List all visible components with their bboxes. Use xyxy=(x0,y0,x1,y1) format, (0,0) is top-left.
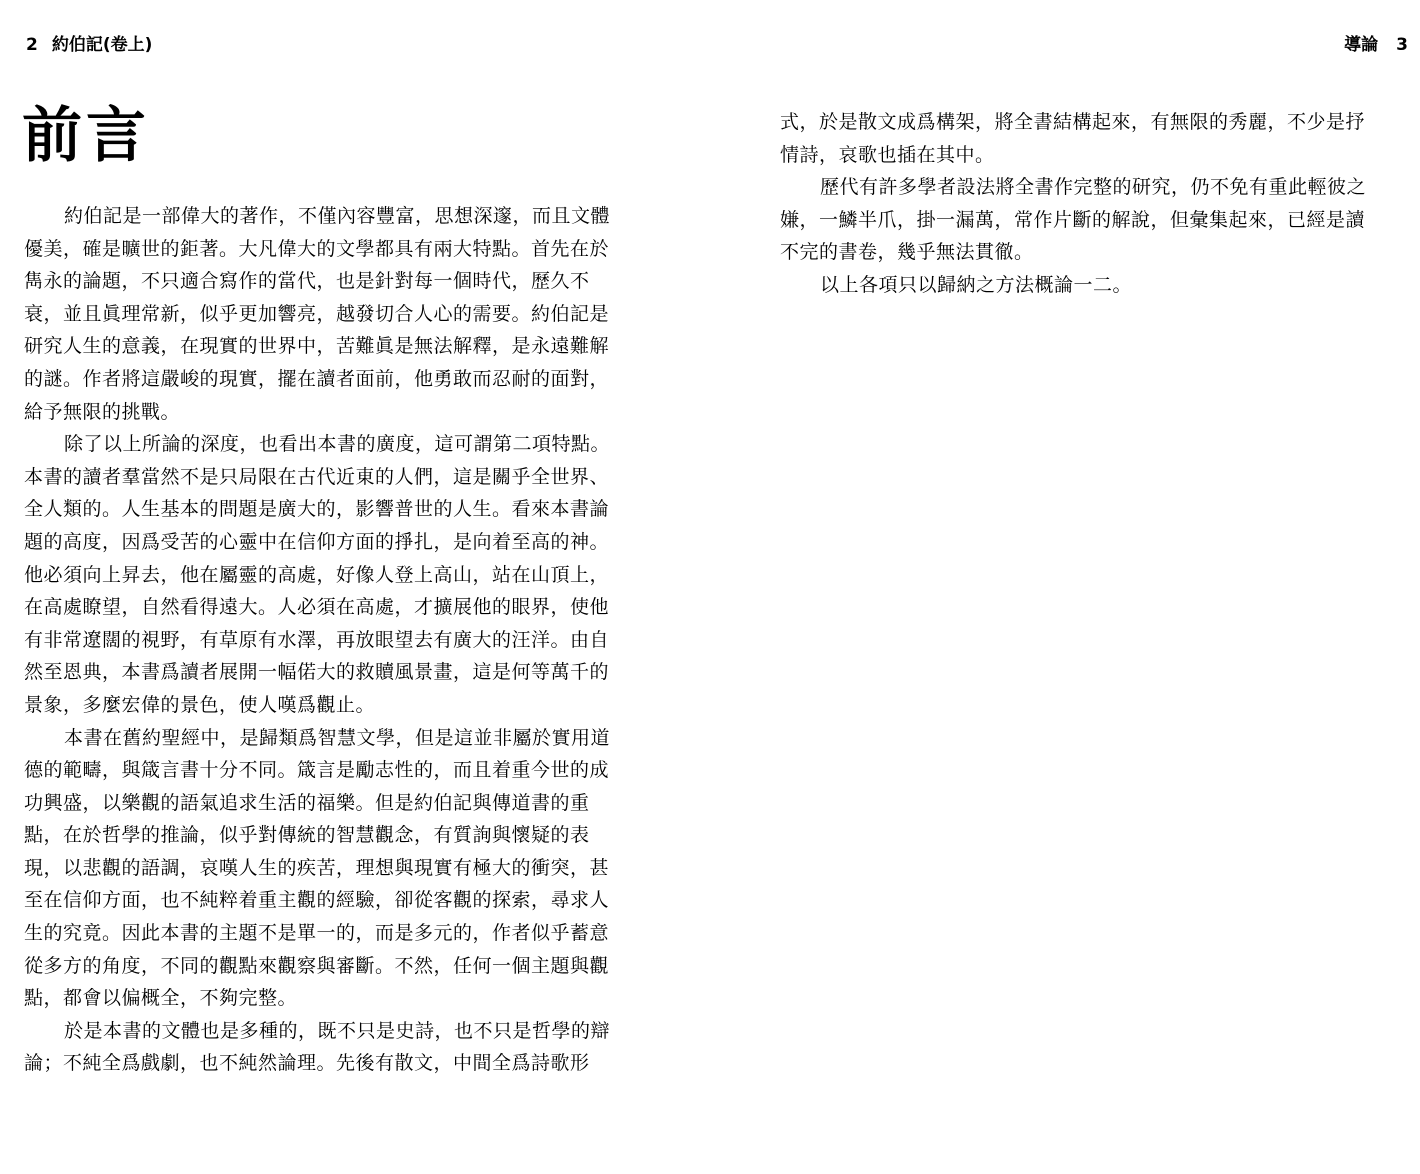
left-page-number: 2 xyxy=(26,35,38,55)
text-line: 有非常遼闊的視野，有草原有水澤，再放眼望去有廣大的汪洋。由自 xyxy=(24,628,610,651)
left-page xyxy=(0,0,700,1174)
text-line: 至在信仰方面，也不純粹着重主觀的經驗，卻從客觀的探索，尋求人 xyxy=(24,889,610,912)
left-running-head-title: 約伯記(卷上) xyxy=(51,35,153,55)
right-running-head-title: 導論 xyxy=(1344,35,1379,55)
text-line: 在高處瞭望，自然看得遠大。人必須在高處，才擴展他的眼界，使他 xyxy=(24,596,610,619)
text-line: 衰，並且眞理常新，似乎更加響亮，越發切合人心的需要。約伯記是 xyxy=(24,302,610,325)
text-line: 優美，確是曠世的鉅著。大凡偉大的文學都具有兩大特點。首先在於 xyxy=(24,237,610,260)
text-line: 點，在於哲學的推論，似乎對傳統的智慧觀念，有質詢與懷疑的表 xyxy=(24,824,590,847)
text-line: 給予無限的挑戰。 xyxy=(24,400,181,423)
left-body-text xyxy=(24,200,664,1080)
text-line: 然至恩典，本書爲讀者展開一幅偌大的救贖風景畫，這是何等萬千的 xyxy=(24,661,610,684)
text-line: 以上各項只以歸納之方法概論一二。 xyxy=(820,273,1133,296)
text-line: 論；不純全爲戲劇，也不純然論理。先後有散文，中間全爲詩歌形 xyxy=(24,1052,590,1075)
text-line: 生的究竟。因此本書的主題不是單一的，而是多元的，作者似乎蓄意 xyxy=(24,922,610,945)
right-page-number: 3 xyxy=(1396,35,1408,55)
text-line: 德的範疇，與箴言書十分不同。箴言是勵志性的，而且着重今世的成 xyxy=(24,759,610,782)
text-line: 除了以上所論的深度，也看出本書的廣度，這可謂第二項特點。 xyxy=(64,433,611,456)
text-line: 的謎。作者將這嚴峻的現實，擺在讀者面前，他勇敢而忍耐的面對， xyxy=(24,367,610,390)
text-line: 題的高度，因爲受苦的心靈中在信仰方面的掙扎，是向着至高的神。 xyxy=(24,530,610,553)
text-line: 從多方的角度，不同的觀點來觀察與審斷。不然，任何一個主題與觀 xyxy=(24,954,610,977)
text-line: 點，都會以偏概全，不夠完整。 xyxy=(24,987,298,1010)
text-line: 現，以悲觀的語調，哀嘆人生的疾苦，理想與現實有極大的衝突，甚 xyxy=(24,856,610,879)
right-page xyxy=(700,0,1408,1174)
text-line: 情詩，哀歌也插在其中。 xyxy=(780,143,995,166)
text-line: 本書的讀者羣當然不是只局限在古代近東的人們，這是關乎全世界、 xyxy=(24,465,610,488)
text-line: 本書在舊約聖經中，是歸類爲智慧文學，但是這並非屬於實用道 xyxy=(64,726,611,749)
text-line: 全人類的。人生基本的問題是廣大的，影響普世的人生。看來本書論 xyxy=(24,498,610,521)
text-line: 不完的書卷，幾乎無法貫徹。 xyxy=(780,241,1034,264)
right-running-head xyxy=(1344,34,1408,56)
text-line: 景象，多麼宏偉的景色，使人嘆爲觀止。 xyxy=(24,693,376,716)
text-line: 歷代有許多學者設法將全書作完整的研究，仍不免有重此輕彼之 xyxy=(820,176,1367,199)
text-line: 約伯記是一部偉大的著作，不僅內容豐富，思想深邃，而且文體 xyxy=(64,205,611,227)
left-running-head xyxy=(26,34,152,56)
chapter-title: 前言 xyxy=(22,101,150,171)
text-line: 研究人生的意義，在現實的世界中，苦難眞是無法解釋，是永遠難解 xyxy=(24,335,610,358)
text-line: 功興盛，以樂觀的語氣追求生活的福樂。但是約伯記與傳道書的重 xyxy=(24,791,590,814)
right-body-text xyxy=(780,106,1420,302)
text-line: 雋永的論題，不只適合寫作的當代，也是針對每一個時代，歷久不 xyxy=(24,270,590,293)
text-line: 嫌，一鱗半爪，掛一漏萬，常作片斷的解說，但彙集起來，已經是讀 xyxy=(780,208,1366,231)
text-line: 式，於是散文成爲構架，將全書結構起來，有無限的秀麗，不少是抒 xyxy=(780,111,1366,133)
text-line: 他必須向上昇去，他在屬靈的高處，好像人登上高山，站在山頂上， xyxy=(24,563,610,586)
text-line: 於是本書的文體也是多種的，既不只是史詩，也不只是哲學的辯 xyxy=(64,1019,611,1042)
